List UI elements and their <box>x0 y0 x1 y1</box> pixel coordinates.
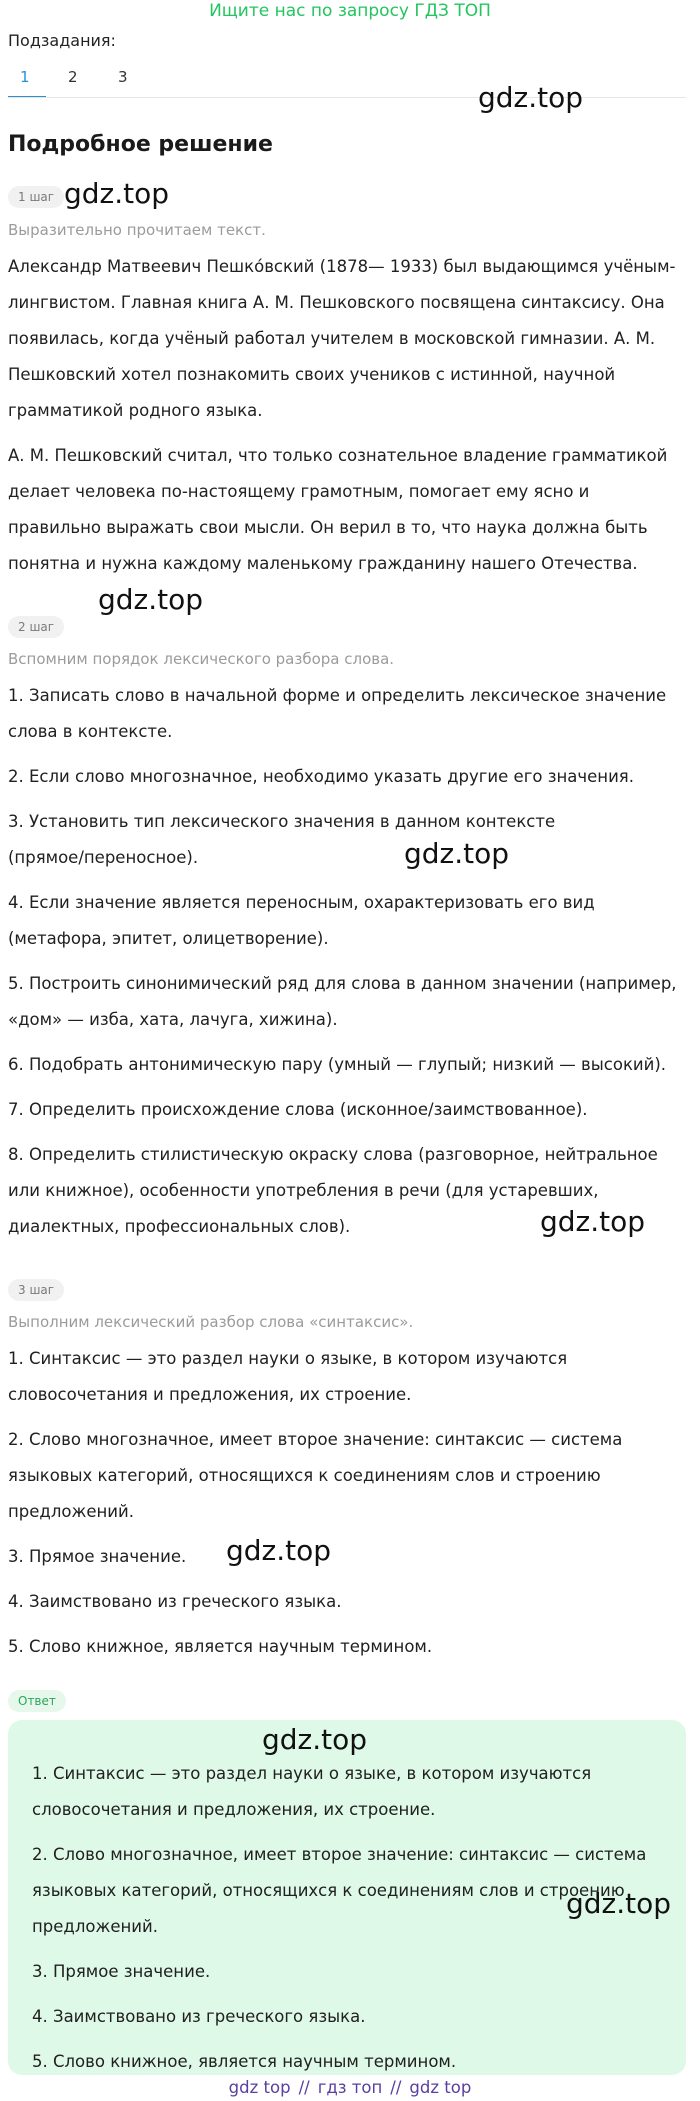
section-title: Подробное решение <box>8 132 273 157</box>
step-paragraph: 3. Установить тип лексического значения в данном контексте (прямое/переносное). <box>8 812 556 867</box>
answer-paragraph: 1. Синтаксис — это раздел науки о языке, в котором изучаются словосочетания и предложения, их строение. <box>32 1764 592 1819</box>
tab-3[interactable]: 3 <box>118 68 128 86</box>
watermark: gdz.top <box>262 1723 368 1756</box>
step-paragraph: 5. Построить синонимический ряд для слова в данном значении (например, «дом» — изба, хата, лачуга, хижина). <box>8 974 677 1029</box>
subtasks-title: Подзадания: <box>8 31 116 50</box>
answer-paragraph: 3. Прямое значение. <box>32 1962 211 1981</box>
step-paragraph: Александр Матвеевич Пешко́вский (1878— 1933) был выдающимся учёным-лингвистом. Главная книга А. М. Пешковского посвящена синтаксису. Она появилась, когда учёный работал учителем в московской гимназии. А. М. Пешковский хотел познакомить своих учеников с истинной, научной грамматикой родного языка. <box>8 257 676 420</box>
watermark: gdz.top <box>226 1534 332 1567</box>
promo-banner: Ищите нас по запросу ГДЗ ТОП <box>209 1 491 21</box>
answer-box <box>8 1720 686 2075</box>
watermark: gdz.top <box>540 1205 646 1238</box>
step-paragraph: 4. Если значение является переносным, охарактеризовать его вид (метафора, эпитет, олицетворение). <box>8 893 595 948</box>
watermark: gdz.top <box>98 583 204 616</box>
footer-link[interactable]: gdz top <box>228 2078 291 2097</box>
step-paragraph: 2. Слово многозначное, имеет второе значение: синтаксис — система языковых категорий, относящихся к соединениям слов и строению предложений. <box>8 1430 623 1521</box>
watermark: gdz.top <box>64 177 170 210</box>
footer-separator: // <box>390 2078 402 2097</box>
step-paragraph: 7. Определить происхождение слова (исконное/заимствованное). <box>8 1100 588 1119</box>
step-badge: 2 шаг <box>8 616 64 638</box>
tab-2[interactable]: 2 <box>68 68 78 86</box>
step-paragraph: 3. Прямое значение. <box>8 1547 187 1566</box>
step-badge: 3 шаг <box>8 1279 64 1301</box>
step-hint: Выразительно прочитаем текст. <box>8 221 266 239</box>
step-paragraph: 6. Подобрать антонимическую пару (умный — глупый; низкий — высокий). <box>8 1055 667 1074</box>
step-paragraph: А. М. Пешковский считал, что только сознательное владение грамматикой делает человека по-настоящему грамотным, помогает ему ясно и правильно выражать свои мысли. Он верил в то, что наука должна быть понятна и нужна каждому маленькому гражданину нашего Отечества. <box>8 446 668 573</box>
step-paragraph: 8. Определить стилистическую окраску слова (разговорное, нейтральное или книжное), особенности употребления в речи (для устаревших, диалектных, профессиональных слов). <box>8 1145 658 1236</box>
watermark: gdz.top <box>566 1887 672 1920</box>
footer-link[interactable]: gdz top <box>409 2078 472 2097</box>
watermark: gdz.top <box>478 81 584 114</box>
step-paragraph: 5. Слово книжное, является научным термином. <box>8 1637 433 1656</box>
answer-paragraph: 4. Заимствовано из греческого языка. <box>32 2007 366 2026</box>
footer-links <box>0 2075 700 2101</box>
step-hint: Выполним лексический разбор слова «синтаксис». <box>8 1313 414 1331</box>
step-hint: Вспомним порядок лексического разбора слова. <box>8 650 395 668</box>
answer-badge: Ответ <box>8 1690 66 1712</box>
step-paragraph: 1. Записать слово в начальной форме и определить лексическое значение слова в контексте. <box>8 686 667 741</box>
step-badge: 1 шаг <box>8 186 64 208</box>
step-paragraph: 2. Если слово многозначное, необходимо указать другие его значения. <box>8 767 634 786</box>
tab-1[interactable]: 1 <box>20 68 30 86</box>
divider <box>8 97 686 98</box>
answer-paragraph: 5. Слово книжное, является научным термином. <box>32 2052 457 2071</box>
step-paragraph: 1. Синтаксис — это раздел науки о языке, в котором изучаются словосочетания и предложения, их строение. <box>8 1349 568 1404</box>
footer-link[interactable]: гдз топ <box>317 2078 383 2097</box>
answer-paragraph: 2. Слово многозначное, имеет второе значение: синтаксис — система языковых категорий, относящихся к соединениям слов и строению предложений. <box>32 1845 647 1936</box>
footer-separator: // <box>298 2078 310 2097</box>
step-paragraph: 4. Заимствовано из греческого языка. <box>8 1592 342 1611</box>
watermark: gdz.top <box>404 837 510 870</box>
